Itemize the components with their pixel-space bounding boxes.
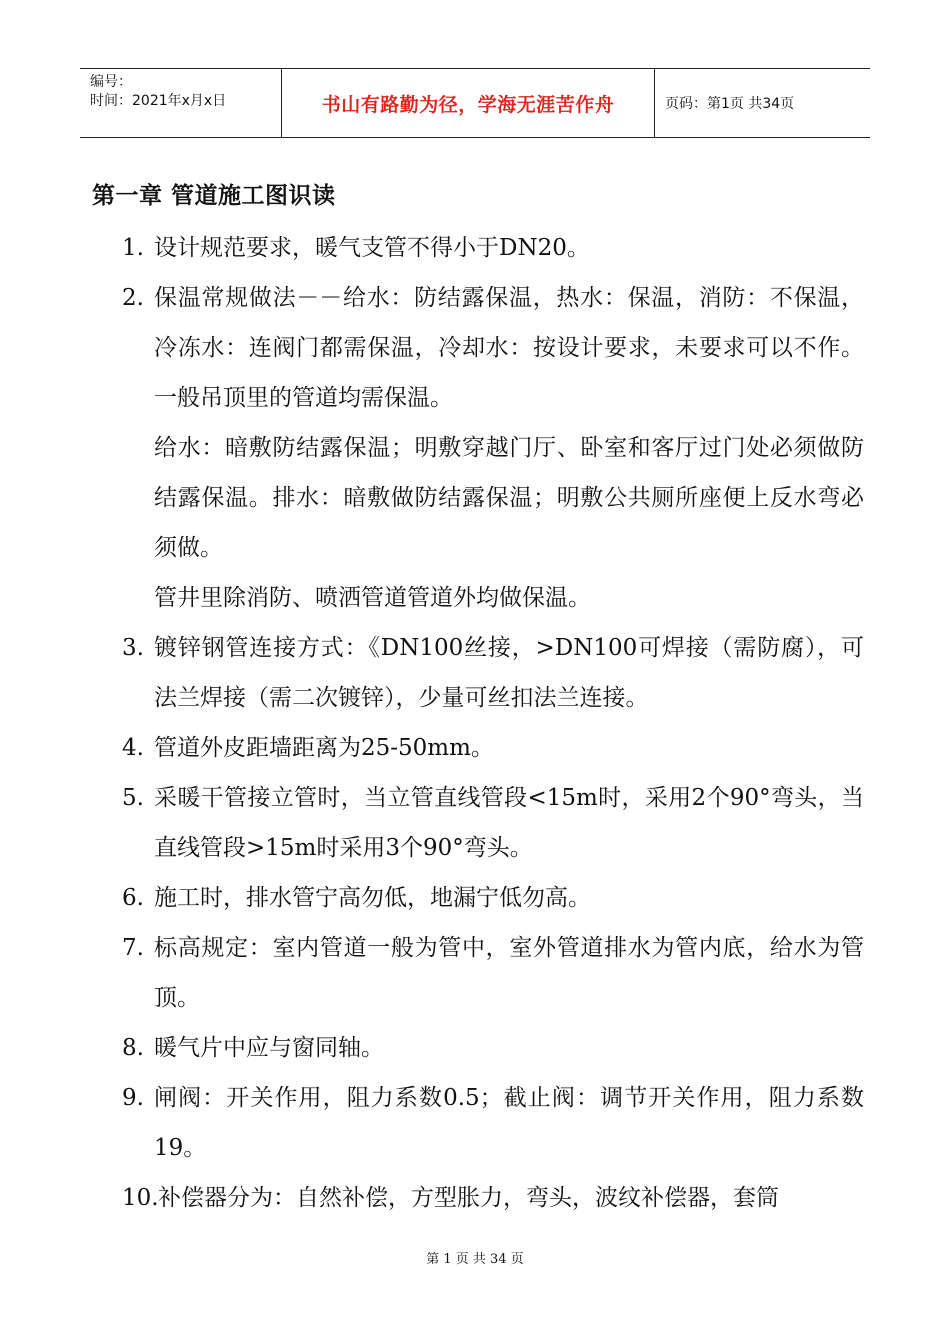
item-text: 补偿器分为：自然补偿，方型胀力，弯头，波纹补偿器，套筒 [158, 1185, 779, 1211]
item-text: 管道外皮距墙距离为25-50mm。 [154, 735, 494, 761]
item-number: 9. [122, 1085, 144, 1111]
item-number: 7. [122, 935, 144, 961]
sub-paragraph: 管井里除消防、喷洒管道管道外均做保温。 [154, 585, 591, 611]
item-number: 1. [122, 235, 144, 261]
item-number: 2. [122, 285, 144, 311]
header-meta [80, 69, 282, 137]
item-text: 标高规定：室内管道一般为管中，室外管道排水为管内底，给水为管顶。 [154, 935, 864, 1011]
list-item [122, 1023, 864, 1073]
item-number: 3. [122, 635, 144, 661]
header-time-label: 时间：2021年x月x日 [90, 93, 227, 109]
item-text: 设计规范要求，暖气支管不得小于DN20。 [154, 235, 590, 261]
list-item [122, 273, 864, 423]
item-text: 暖气片中应与窗同轴。 [154, 1035, 384, 1061]
item-text: 保温常规做法－－给水：防结露保温，热水：保温，消防：不保温，冷冻水：连阀门都需保温，冷却水：按设计要求，未要求可以不作。一般吊顶里的管道均需保温。 [154, 285, 864, 411]
list-item [122, 873, 864, 923]
page-footer: 第 1 页 共 34 页 [426, 1252, 524, 1267]
item-text: 采暖干管接立管时，当立管直线管段<15m时，采用2个90°弯头，当直线管段>15m时采用3个90°弯头。 [154, 785, 864, 861]
document-body [122, 223, 864, 1223]
list-item [122, 223, 864, 273]
list-item [122, 1173, 864, 1223]
list-item [122, 723, 864, 773]
list-item [122, 923, 864, 1023]
item-text: 施工时，排水管宁高勿低，地漏宁低勿高。 [154, 885, 591, 911]
item-text: 镀锌钢管连接方式：《DN100丝接，>DN100可焊接（需防腐），可法兰焊接（需二次镀锌），少量可丝扣法兰连接。 [154, 635, 864, 711]
item-number: 10. [122, 1185, 159, 1211]
item-number: 8. [122, 1035, 144, 1061]
list-item [122, 623, 864, 723]
sub-paragraph: 给水：暗敷防结露保温；明敷穿越门厅、卧室和客厅过门处必须做防结露保温。排水：暗敷做防结露保温；明敷公共厕所座便上反水弯必须做。 [154, 435, 864, 561]
header-number-label: 编号： [90, 74, 132, 90]
chapter-title: 第一章 管道施工图识读 [92, 183, 336, 209]
header-motto-cell [282, 69, 655, 137]
item-number: 5. [122, 785, 144, 811]
item-text: 闸阀：开关作用，阻力系数0.5；截止阀：调节开关作用，阻力系数19。 [154, 1085, 864, 1161]
header-page-cell [655, 69, 870, 137]
document-header [80, 68, 870, 138]
item-number: 6. [122, 885, 144, 911]
header-motto: 书山有路勤为径，学海无涯苦作舟 [321, 93, 615, 116]
item-number: 4. [122, 735, 144, 761]
header-page-label: 页码：第1页 共34页 [665, 96, 795, 112]
list-item [122, 773, 864, 873]
list-item [122, 1073, 864, 1173]
